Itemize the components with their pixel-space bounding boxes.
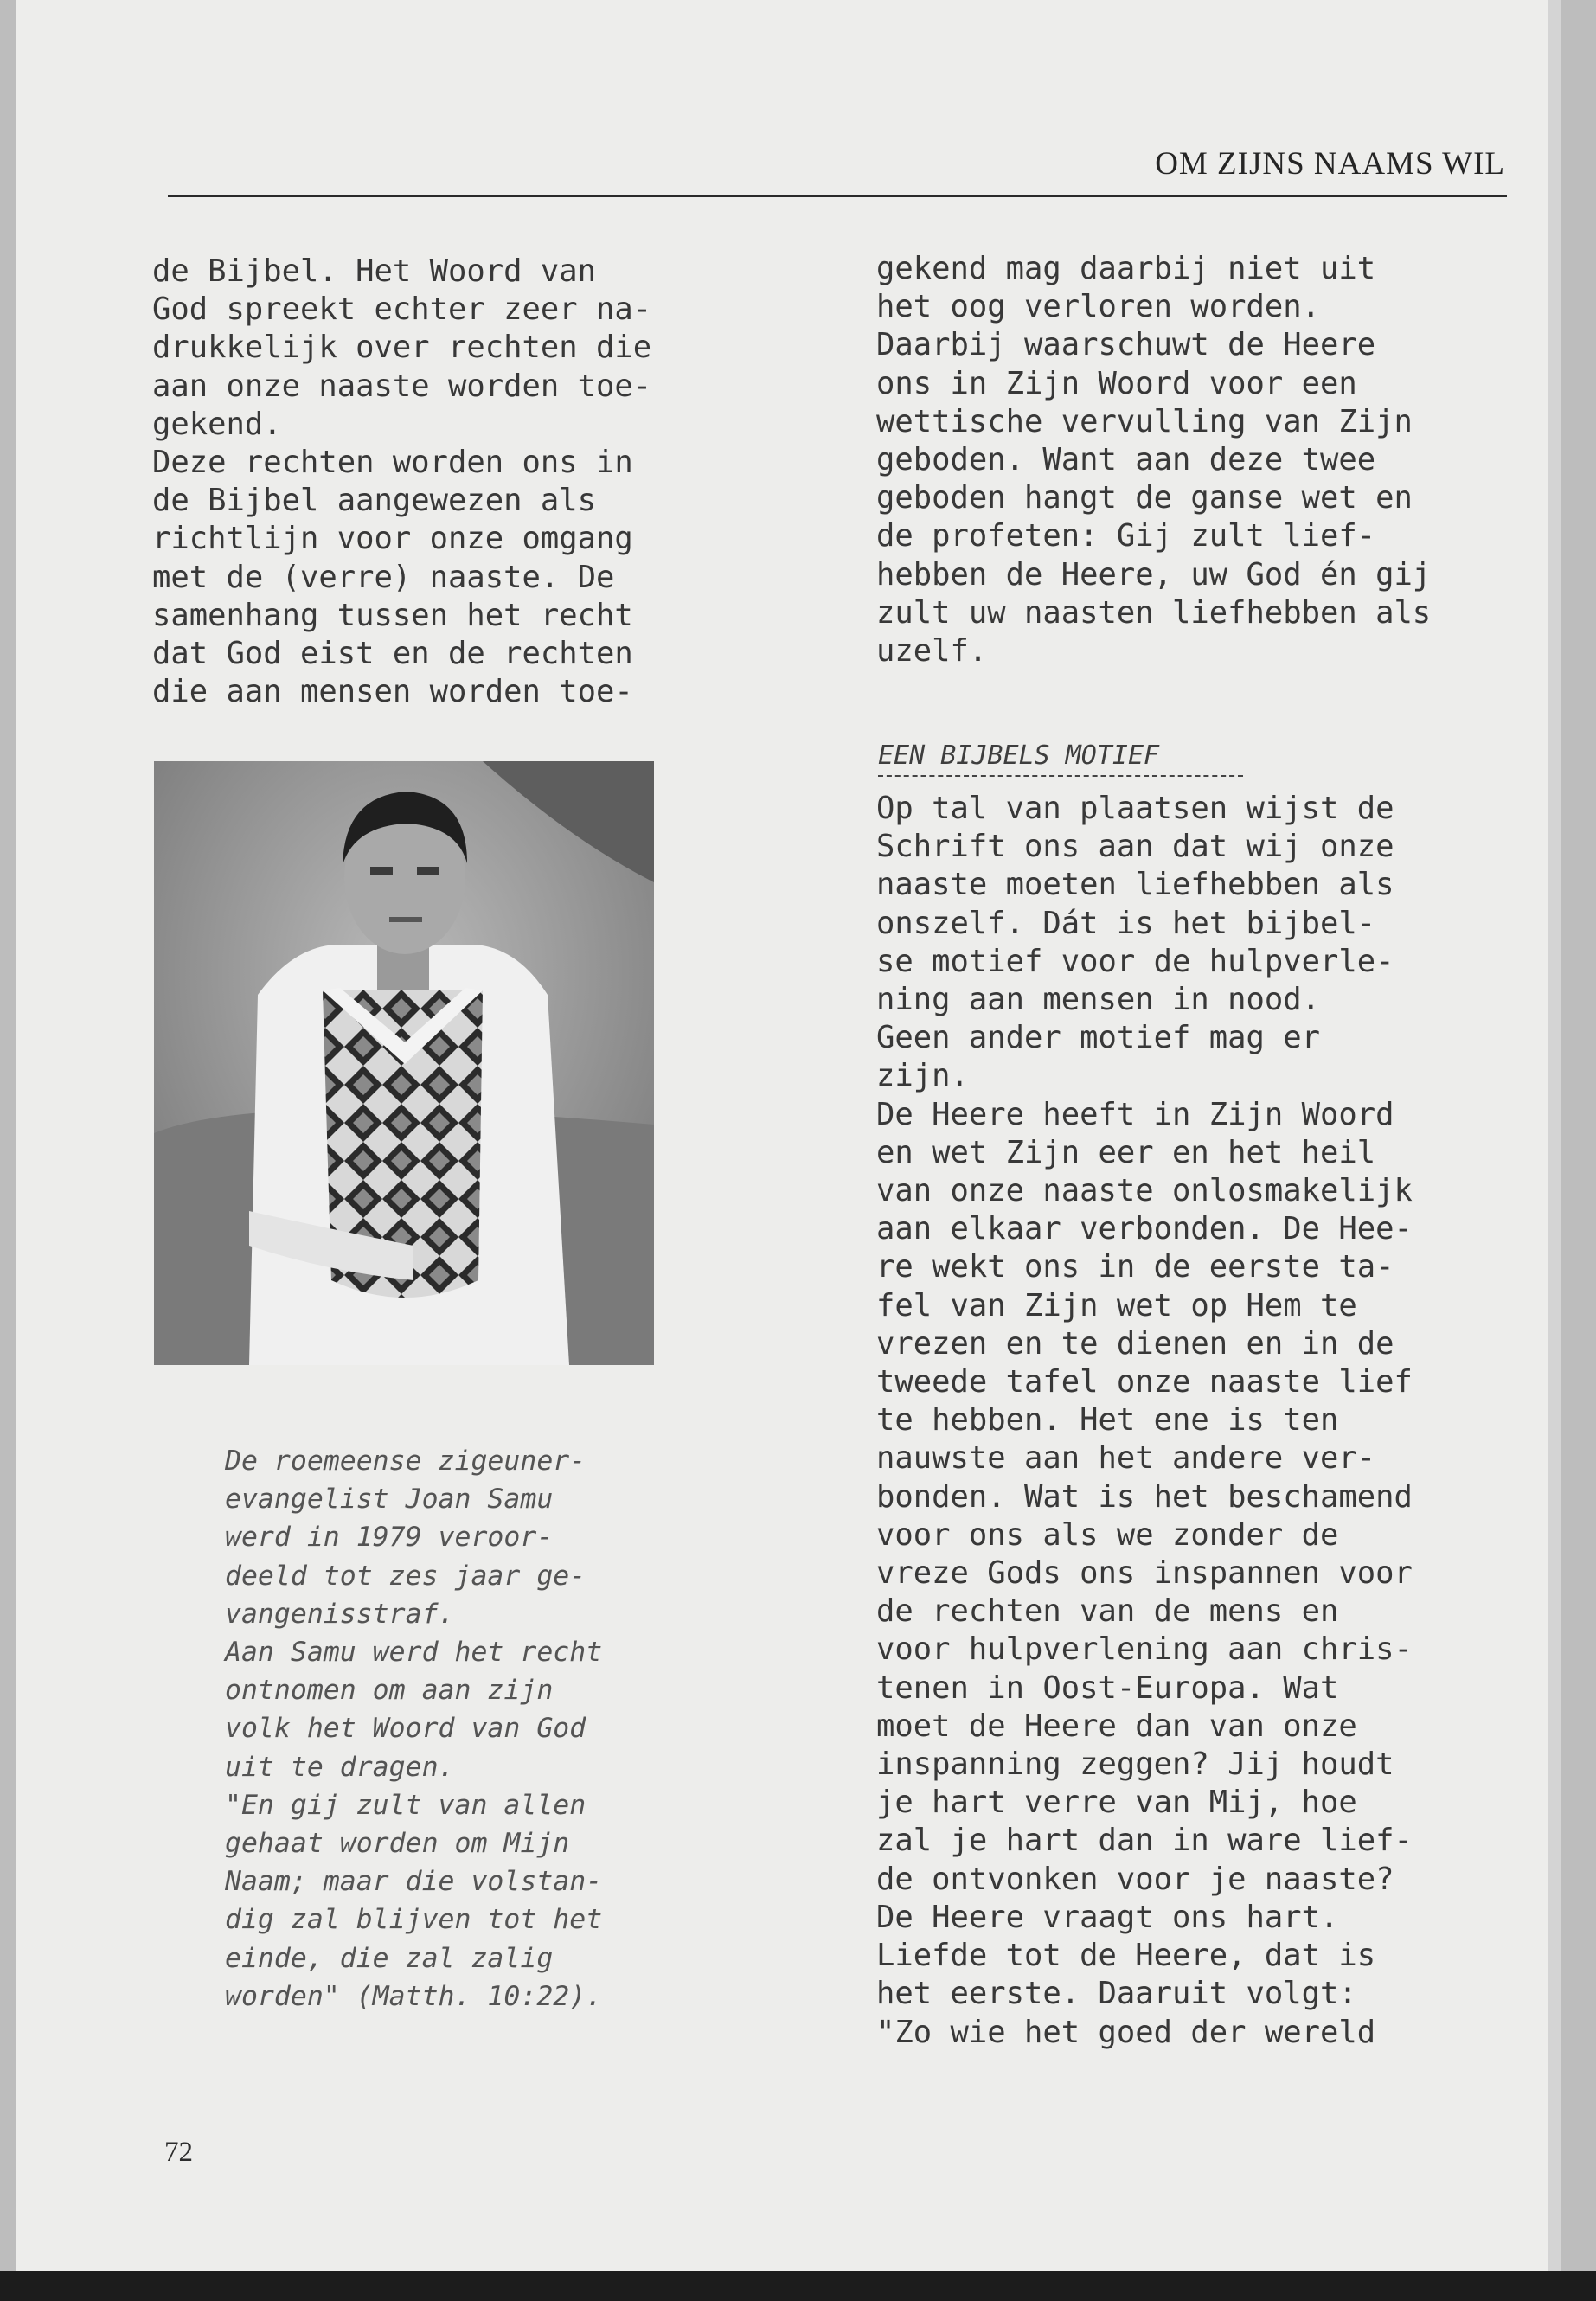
right-column-text-top: gekend mag daarbij niet uit het oog verloren worden. Daarbij waarschuwt de Heere ons in Zijn Woord voor een wettische vervulling van Zijn geboden. Want aan deze twee geboden hangt de ganse wet en de profeten: Gij zult lief- hebben de Heere, uw God én gij zult uw naasten liefhebben als uzelf.: [876, 251, 1432, 670]
section-heading: EEN BIJBELS MOTIEF: [878, 740, 1160, 771]
photo-caption: De roemeense zigeuner- evangelist Joan Samu werd in 1979 veroor- deeld tot zes jaar ge- vangenisstraf. Aan Samu werd het recht ontnomen om aan zijn volk het Woord van God uit te dragen. "En gij zult van allen gehaat worden om Mijn Naam; maar die volstan- dig zal blijven tot het einde, die zal zalig worden" (Matth. 10:22).: [225, 1445, 603, 2012]
portrait-photo-image: [154, 761, 654, 1365]
page-edge: [1548, 0, 1561, 2301]
running-header-title: OM ZIJNS NAAMS WIL: [1155, 146, 1505, 182]
right-column-text-bottom: Op tal van plaatsen wijst de Schrift ons aan dat wij onze naaste moeten liefhebben als onszelf. Dát is het bijbel- se motief voor de hulpverle- ning aan mensen in nood. Geen ander motief mag er zijn. De Heere heeft in Zijn Woord en wet Zijn eer en het heil van onze naaste onlosmakelijk aan elkaar verbonden. De Hee- re wekt ons in de eerste ta- fel van Zijn wet op Hem te vrezen en te dienen en in de tweede tafel onze naaste lief te hebben. Het ene is ten nauwste aan het andere ver- bonden. Wat is het beschamend voor ons als we zonder de vreze Gods ons inspannen voor de rechten van de mens en voor hulpverlening aan chris- tenen in Oost-Europa. Wat moet de Heere dan van onze inspanning zeggen? Jij houdt je hart verre van Mij, hoe zal je hart dan in ware lief- de ontvonken voor je naaste? De Heere vraagt ons hart. Liefde tot de Heere, dat is het eerste. Daaruit volgt: "Zo wie het goed der wereld: [876, 791, 1413, 2050]
left-column-text: de Bijbel. Het Woord van God spreekt echter zeer na- drukkelijk over rechten die aan onze naaste worden toe- gekend. Deze rechten worden ons in de Bijbel aangewezen als richtlijn voor onze omgang met de (verre) naaste. De samenhang tussen het recht dat God eist en de rechten die aan mensen worden toe-: [152, 253, 652, 710]
page-number: 72: [164, 2137, 193, 2168]
section-heading-underline: [878, 775, 1243, 777]
book-page: [16, 0, 1548, 2271]
portrait-photo: [154, 761, 654, 1365]
header-rule: [168, 195, 1507, 197]
scan-bottom-border: [0, 2271, 1596, 2301]
